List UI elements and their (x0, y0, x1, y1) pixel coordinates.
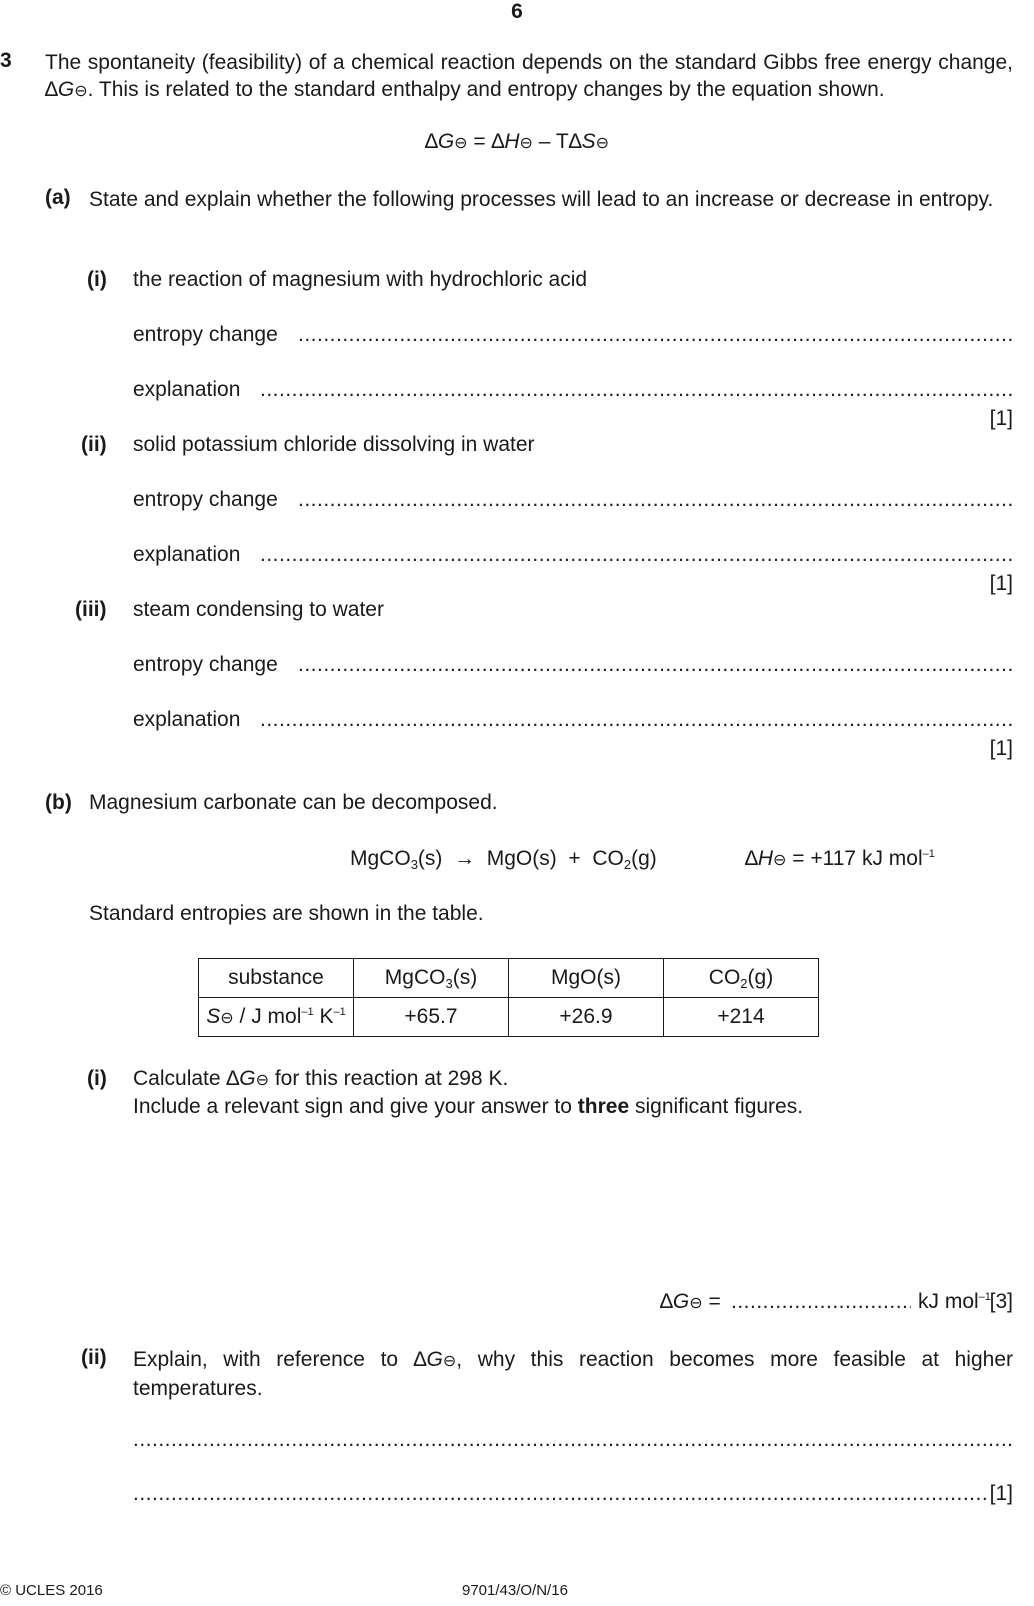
item-iii-explanation-answer-line[interactable] (260, 708, 1013, 732)
table-cell: +65.7 (354, 998, 509, 1037)
page-number: 6 (511, 0, 523, 23)
item-iii-mark: [1] (989, 737, 1013, 760)
table-row-label: S⊖ / J mol$^{-1}$ $K^{-1}$ (199, 998, 354, 1037)
table-header-row (199, 959, 819, 998)
item-i-entropy-answer-line[interactable] (298, 323, 1013, 347)
table-header-cell: substance (199, 959, 354, 998)
part-b-i-line2: Include a relevant sign and give your answer to three significant figures. (133, 1095, 804, 1118)
question-number: 3 (0, 49, 12, 72)
footer-copyright: © UCLES 2016 (0, 1582, 103, 1599)
part-b-i-label: (i) (87, 1067, 107, 1090)
item-iii-explanation-label: explanation (133, 708, 241, 731)
item-i-text: the reaction of magnesium with hydrochloric acid (133, 268, 588, 291)
item-i-entropy-label: entropy change (133, 323, 278, 346)
item-i-explanation-label: explanation (133, 378, 241, 401)
reaction-equation: MgCO$_3$(s) → $MgO(s) + CO_2(g)$ (350, 847, 657, 872)
part-b-i-mark: [3] (989, 1290, 1013, 1313)
table-header-cell: MgO(s) (509, 959, 664, 998)
footer-code: 9701/43/O/N/16 (462, 1582, 568, 1599)
delta-g-answer-line[interactable] (731, 1290, 911, 1314)
item-ii-explanation-label: explanation (133, 543, 241, 566)
gibbs-equation: ∆G⊖ = ∆H⊖ – T∆S⊖ (424, 130, 610, 153)
item-ii-entropy-label: entropy change (133, 488, 278, 511)
part-b-text: Magnesium carbonate can be decomposed. (89, 791, 498, 814)
part-a-text: State and explain whether the following processes will lead to an increase or decrease in entropy. (89, 188, 994, 211)
item-ii-label: (ii) (81, 433, 107, 456)
item-iii-entropy-label: entropy change (133, 653, 278, 676)
part-b-ii-mark: [1] (989, 1482, 1013, 1505)
item-iii-text: steam condensing to water (133, 598, 384, 621)
item-i-mark: [1] (989, 407, 1013, 430)
part-b-ii-label: (ii) (81, 1346, 107, 1369)
table-row (199, 998, 819, 1037)
part-a-label: (a) (45, 186, 71, 209)
item-ii-text: solid potassium chloride dissolving in water (133, 433, 535, 456)
entropy-table (198, 958, 819, 1037)
item-i-label: (i) (87, 268, 107, 291)
reaction-enthalpy: ∆H⊖ = +117 kJ mol$^{-1}$ (745, 847, 935, 870)
item-ii-explanation-answer-line[interactable] (260, 543, 1013, 567)
item-i-explanation-answer-line[interactable] (260, 378, 1013, 402)
question-intro: The spontaneity (feasibility) of a chemical reaction depends on the standard Gibbs free energy change, ∆G⊖. This is related to the standard enthalpy and entropy changes by the equation shown. (45, 51, 1013, 101)
part-b-ii-answer-line-1[interactable] (133, 1428, 1013, 1452)
table-cell: +214 (664, 998, 819, 1037)
item-iii-label: (iii) (75, 598, 107, 621)
delta-g-answer-prefix: ∆G⊖ = (660, 1290, 721, 1313)
table-header-cell: $CO_2(g)$ (664, 959, 819, 998)
item-iii-entropy-answer-line[interactable] (298, 653, 1013, 677)
table-cell: +26.9 (509, 998, 664, 1037)
part-b-i-line1: Calculate ∆G⊖ for this reaction at 298 K. (133, 1067, 509, 1090)
item-ii-mark: [1] (989, 572, 1013, 595)
item-ii-entropy-answer-line[interactable] (298, 488, 1013, 512)
part-b-label: (b) (45, 791, 72, 814)
table-header-cell: MgCO$_3$(s) (354, 959, 509, 998)
part-b-ii-answer-line-2[interactable] (133, 1482, 989, 1506)
part-b-ii-text: Explain, with reference to ∆G⊖, why this reaction becomes more feasible at higher temperatures. (133, 1348, 1013, 1400)
delta-g-unit: kJ mol$^{-1}$ (918, 1290, 991, 1313)
table-intro: Standard entropies are shown in the table. (89, 902, 484, 925)
